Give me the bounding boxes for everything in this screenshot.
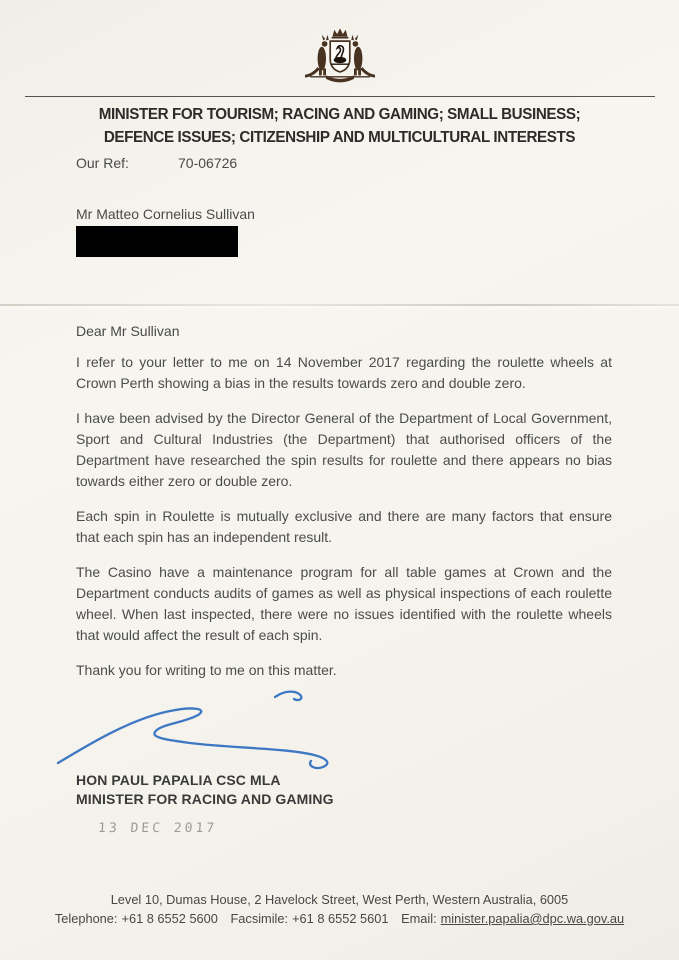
paragraph-4: The Casino have a maintenance program for all table games at Crown and the Department conducts audits of games as well as physical inspections of each roulette wheel. When last inspected, there were no issues identified with the roulette wheels that would affect the result of each spin. — [76, 564, 612, 643]
date-stamp: 13 DEC 2017 — [97, 821, 218, 836]
facsimile-value: +61 8 6552 5601 — [292, 911, 389, 926]
signatory-name: HON PAUL PAPALIA CSC MLA — [76, 772, 281, 788]
footer-address: Level 10, Dumas House, 2 Havelock Street, West Perth, Western Australia, 6005 — [110, 892, 569, 907]
facsimile-label: Facsimile: — [230, 911, 289, 926]
email-address: minister.papalia@dpc.wa.gov.au — [440, 911, 625, 926]
footer-contact-line — [0, 909, 679, 928]
redacted-address-block — [76, 226, 238, 257]
letterhead-line2: DEFENCE ISSUES; CITIZENSHIP AND MULTICULTURAL INTERESTS — [103, 129, 576, 146]
paragraph-closing: Thank you for writing to me on this matter. — [76, 662, 337, 678]
reference-value: 70-06726 — [178, 155, 238, 171]
letterhead-line1: MINISTER FOR TOURISM; RACING AND GAMING; SMALL BUSINESS; — [98, 106, 581, 123]
handwritten-signature-blue — [54, 687, 364, 771]
reference-label: Our Ref: — [76, 155, 129, 171]
paragraph-3: Each spin in Roulette is mutually exclusive and there are many factors that ensure that each spin has an independent result. — [76, 508, 612, 545]
salutation: Dear Mr Sullivan — [76, 323, 180, 339]
letter-body — [76, 352, 612, 681]
paragraph-1: I refer to your letter to me on 14 November 2017 regarding the roulette wheels at Crown Perth showing a bias in the results towards zero and double zero. — [76, 354, 612, 391]
reference-row — [76, 155, 612, 171]
signatory-title: MINISTER FOR RACING AND GAMING — [76, 790, 334, 807]
recipient-name: Mr Matteo Cornelius Sullivan — [76, 206, 255, 222]
crest-container — [0, 26, 679, 99]
footer-contact — [0, 890, 679, 928]
email-label: Email: — [401, 911, 437, 926]
paper-fold-crease — [0, 304, 679, 306]
wa-coat-of-arms-icon — [298, 26, 382, 94]
telephone-value: +61 8 6552 5600 — [121, 911, 218, 926]
letterhead-title — [7, 103, 672, 149]
signatory-block — [76, 771, 612, 808]
paragraph-2: I have been advised by the Director General of the Department of Local Government, Sport and Cultural Industries (the Department) that authorised officers of the Department have researched the spin results for roulette and there appears no bias towards either zero or double zero. — [76, 410, 612, 489]
telephone-label: Telephone: — [54, 911, 118, 926]
signature-area — [54, 687, 612, 771]
letterhead-divider — [25, 96, 655, 97]
